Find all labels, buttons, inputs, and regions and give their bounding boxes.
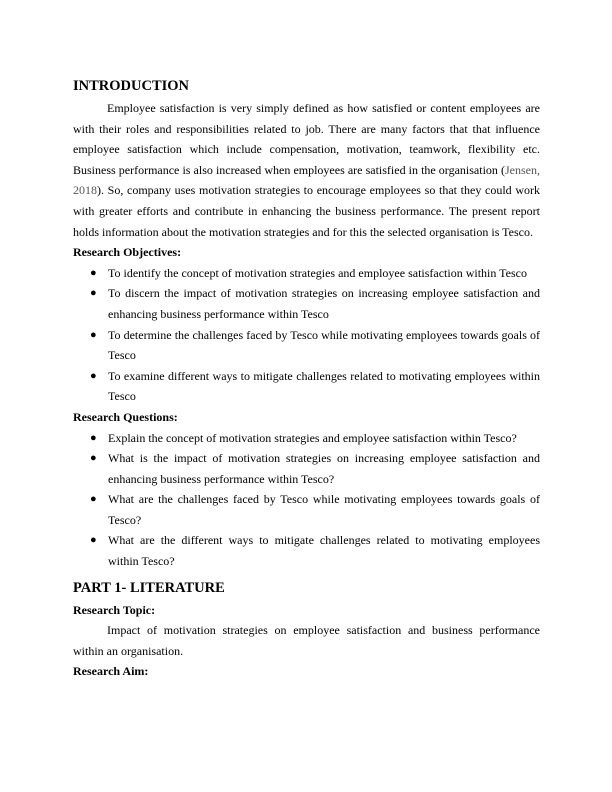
objective-item — [73, 283, 540, 324]
question-text: What is the impact of motivation strategies on increasing employee satisfaction and enhancing business performance within Tesco? — [108, 451, 540, 486]
objective-text: To identify the concept of motivation strategies and employee satisfaction within Tesco — [108, 265, 527, 280]
introduction-heading: INTRODUCTION — [73, 78, 190, 94]
research-objectives-list — [73, 263, 540, 407]
objective-item — [73, 366, 540, 407]
bullet-icon: ● — [90, 328, 97, 341]
research-objectives-heading: Research Objectives: — [73, 245, 182, 260]
research-questions-heading: Research Questions: — [73, 409, 178, 424]
objective-item — [73, 325, 540, 366]
question-text: What are the challenges faced by Tesco while motivating employees towards goals of Tesco? — [108, 492, 540, 527]
introduction-text-part2: ). So, company uses motivation strategies to encourage employees so that they could work with greater efforts and contribute in enhancing the business performance. The present report holds information about the motivation strategies and for this the selected organisation is Tesco. — [73, 183, 540, 239]
bullet-icon: ● — [90, 534, 97, 547]
research-aim-heading: Research Aim: — [73, 664, 149, 679]
introduction-paragraph — [73, 98, 540, 242]
question-item — [73, 428, 540, 449]
bullet-icon: ● — [90, 266, 97, 279]
objective-text: To determine the challenges faced by Tesco while motivating employees towards goals of Tesco — [108, 327, 540, 363]
bullet-icon: ● — [90, 369, 97, 382]
objective-item — [73, 263, 540, 284]
research-questions-list — [73, 428, 540, 572]
bullet-icon: ● — [90, 431, 97, 444]
bullet-icon: ● — [90, 287, 97, 300]
objective-text: To discern the impact of motivation strategies on increasing employee satisfaction and enhancing business performance within Tesco — [108, 286, 540, 321]
document-page — [73, 76, 540, 682]
question-item — [73, 530, 540, 571]
introduction-text-part1: Employee satisfaction is very simply defined as how satisfied or content employees are with their roles and responsibilities related to job. There are many factors that that influence employee satisfaction which include compensation, motivation, teamwork, flexibility etc. Business performance is also increased when employees are satisfied in the organisation ( — [73, 101, 540, 177]
research-topic-text: Impact of motivation strategies on employee satisfaction and business performance within an organisation. — [73, 623, 540, 658]
research-topic-heading: Research Topic: — [73, 602, 156, 617]
bullet-icon: ● — [90, 493, 97, 506]
bullet-icon: ● — [90, 452, 97, 465]
part1-heading: PART 1- LITERATURE — [73, 579, 225, 596]
question-text: Explain the concept of motivation strategies and employee satisfaction within Tesco? — [108, 430, 517, 445]
question-item — [73, 489, 540, 530]
objective-text: To examine different ways to mitigate challenges related to motivating employees within Tesco — [108, 368, 540, 404]
question-text: What are the different ways to mitigate challenges related to motivating employees within Tesco? — [108, 533, 540, 569]
citation-jensen: Jensen, 2018 — [73, 162, 540, 198]
question-item — [73, 448, 540, 489]
